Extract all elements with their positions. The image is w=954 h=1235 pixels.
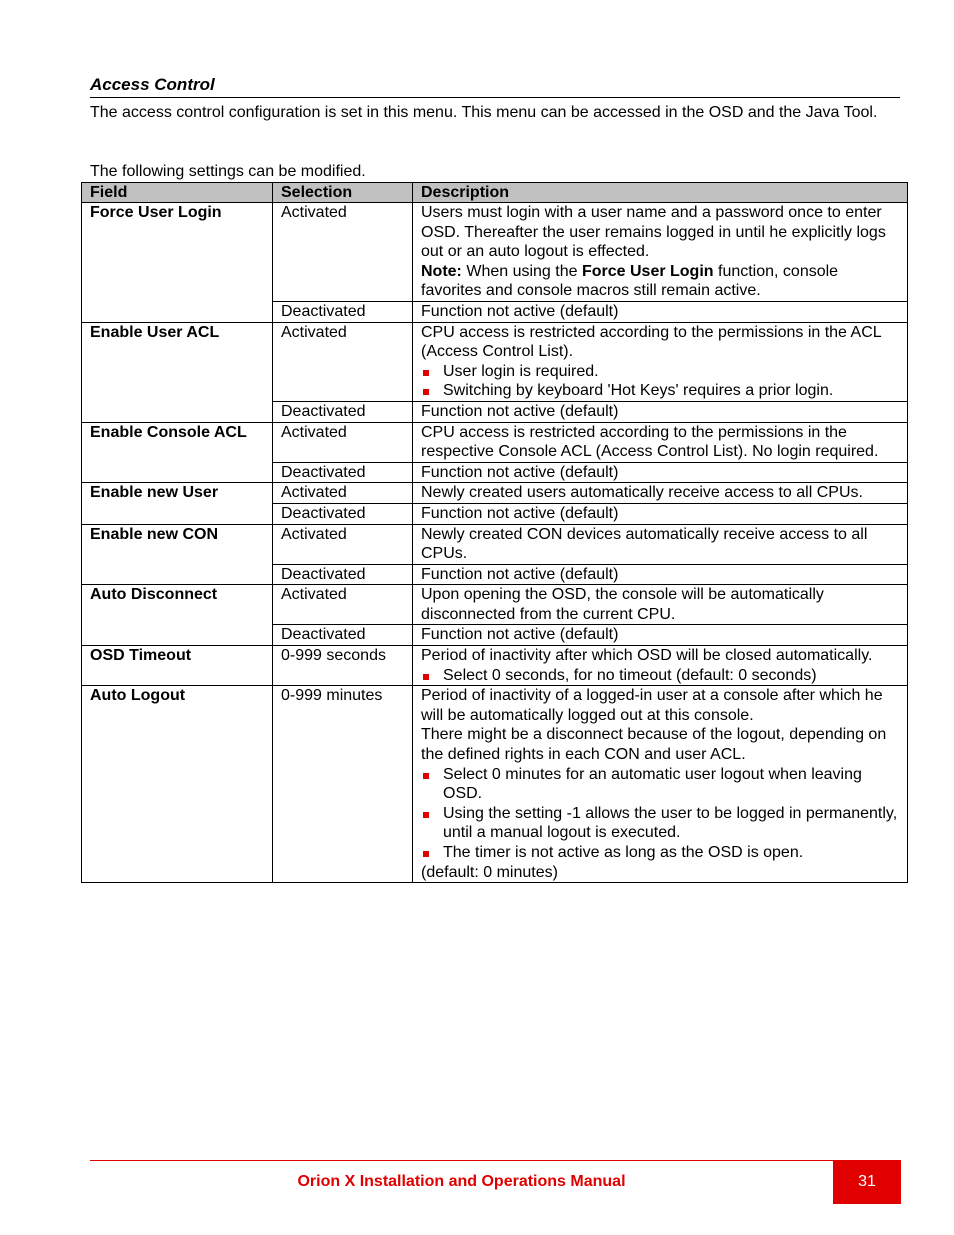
selection-cell: Activated bbox=[273, 422, 413, 462]
selection-cell: Deactivated bbox=[273, 564, 413, 585]
description-text: Function not active (default) bbox=[421, 402, 619, 420]
bullet-item bbox=[421, 804, 899, 843]
field-name: Auto Logout bbox=[82, 686, 273, 883]
bullet-text: Select 0 seconds, for no timeout (default: 0 seconds) bbox=[443, 666, 817, 684]
selection-cell: Deactivated bbox=[273, 301, 413, 322]
bullet-text: The timer is not active as long as the OSD is open. bbox=[443, 844, 804, 861]
bullet-text: User login is required. bbox=[443, 362, 599, 380]
table-row bbox=[82, 686, 908, 883]
description-cell bbox=[413, 585, 908, 625]
description-text: Period of inactivity of a logged-in user at a console after which he will be automatically logged out at this console. bbox=[421, 687, 883, 724]
table-row bbox=[82, 524, 908, 564]
description-cell bbox=[413, 625, 908, 646]
description-cell bbox=[413, 646, 908, 686]
description-cell bbox=[413, 564, 908, 585]
red-square-bullet-icon bbox=[423, 674, 429, 680]
red-square-bullet-icon bbox=[423, 773, 429, 779]
description-text: Function not active (default) bbox=[421, 463, 619, 481]
table-row bbox=[82, 422, 908, 462]
selection-cell: Deactivated bbox=[273, 401, 413, 422]
bullet-item bbox=[421, 362, 899, 382]
bullet-item bbox=[421, 843, 899, 863]
description-cell bbox=[413, 422, 908, 462]
selection-cell: Deactivated bbox=[273, 625, 413, 646]
section-title: Access Control bbox=[90, 74, 900, 98]
description-cell bbox=[413, 686, 908, 883]
note-pre: When using the bbox=[461, 262, 582, 280]
selection-cell: Activated bbox=[273, 524, 413, 564]
note-label: Note: bbox=[421, 262, 462, 280]
selection-cell: Activated bbox=[273, 585, 413, 625]
footer-divider bbox=[90, 1160, 833, 1161]
note-text bbox=[421, 262, 899, 301]
footer-title: Orion X Installation and Operations Manual bbox=[297, 1173, 626, 1190]
note-post: function, console favorites and console macros still remain active. bbox=[421, 262, 839, 300]
description-text: Period of inactivity after which OSD will be closed automatically. bbox=[421, 647, 873, 665]
header-description: Description bbox=[413, 183, 908, 203]
red-square-bullet-icon bbox=[423, 389, 429, 395]
field-name: Auto Disconnect bbox=[82, 585, 273, 646]
table-row bbox=[82, 585, 908, 625]
intro-paragraph: The access control configuration is set in this menu. This menu can be accessed in the OSD and the Java Tool. bbox=[90, 104, 878, 121]
selection-cell: Deactivated bbox=[273, 462, 413, 483]
field-name: Enable new User bbox=[82, 483, 273, 524]
description-cell bbox=[413, 401, 908, 422]
selection-cell: 0-999 minutes bbox=[273, 686, 413, 883]
description-cell bbox=[413, 462, 908, 483]
bullet-text: Select 0 minutes for an automatic user logout when leaving OSD. bbox=[443, 765, 862, 803]
table-row bbox=[82, 483, 908, 504]
description-cell bbox=[413, 301, 908, 322]
default-note: (default: 0 minutes) bbox=[421, 863, 558, 881]
description-text: Function not active (default) bbox=[421, 504, 619, 522]
field-name: OSD Timeout bbox=[82, 646, 273, 686]
description-text: CPU access is restricted according to the permissions in the respective Console ACL (Access Control List). No login required. bbox=[421, 423, 879, 461]
red-square-bullet-icon bbox=[423, 812, 429, 818]
table-row bbox=[82, 646, 908, 686]
field-name: Enable Console ACL bbox=[82, 422, 273, 483]
bullet-item bbox=[421, 666, 899, 686]
description-text: Newly created users automatically receive access to all CPUs. bbox=[421, 484, 863, 502]
selection-cell: Activated bbox=[273, 483, 413, 504]
description-text: Function not active (default) bbox=[421, 626, 619, 644]
red-square-bullet-icon bbox=[423, 851, 429, 857]
description-cell bbox=[413, 524, 908, 564]
selection-cell: 0-999 seconds bbox=[273, 646, 413, 686]
description-cell bbox=[413, 503, 908, 524]
table-row bbox=[82, 322, 908, 401]
description-cell bbox=[413, 483, 908, 504]
header-selection: Selection bbox=[273, 183, 413, 203]
field-name: Force User Login bbox=[82, 203, 273, 323]
description-text: There might be a disconnect because of the logout, depending on the defined rights in each CON and user ACL. bbox=[421, 726, 887, 764]
header-field: Field bbox=[82, 183, 273, 203]
description-text: Newly created CON devices automatically receive access to all CPUs. bbox=[421, 525, 868, 563]
selection-cell: Deactivated bbox=[273, 503, 413, 524]
note-strong: Force User Login bbox=[581, 262, 714, 280]
selection-cell: Activated bbox=[273, 203, 413, 302]
page-number: 31 bbox=[833, 1160, 901, 1204]
bullet-item bbox=[421, 765, 899, 804]
table-row bbox=[82, 203, 908, 302]
description-text: Upon opening the OSD, the console will be automatically disconnected from the current CPU. bbox=[421, 586, 824, 623]
description-text: CPU access is restricted according to the permissions in the ACL (Access Control List). bbox=[421, 323, 882, 361]
access-control-table bbox=[81, 182, 908, 883]
description-text: Users must login with a user name and a password once to enter OSD. Thereafter the user remains logged in until he explicitly logs out or an auto logout is effected. bbox=[421, 204, 886, 261]
field-name: Enable User ACL bbox=[82, 322, 273, 422]
description-text: Function not active (default) bbox=[421, 565, 619, 583]
bullet-text: Using the setting -1 allows the user to be logged in permanently, until a manual logout is executed. bbox=[443, 804, 898, 842]
red-square-bullet-icon bbox=[423, 370, 429, 376]
description-text: Function not active (default) bbox=[421, 302, 619, 320]
bullet-text: Switching by keyboard 'Hot Keys' requires a prior login. bbox=[443, 382, 834, 400]
selection-cell: Activated bbox=[273, 322, 413, 401]
table-header-row bbox=[82, 183, 908, 203]
field-name: Enable new CON bbox=[82, 524, 273, 585]
description-cell bbox=[413, 322, 908, 401]
table-body bbox=[82, 203, 908, 883]
description-cell bbox=[413, 203, 908, 302]
lead-paragraph: The following settings can be modified. bbox=[90, 163, 366, 180]
bullet-item bbox=[421, 381, 899, 401]
